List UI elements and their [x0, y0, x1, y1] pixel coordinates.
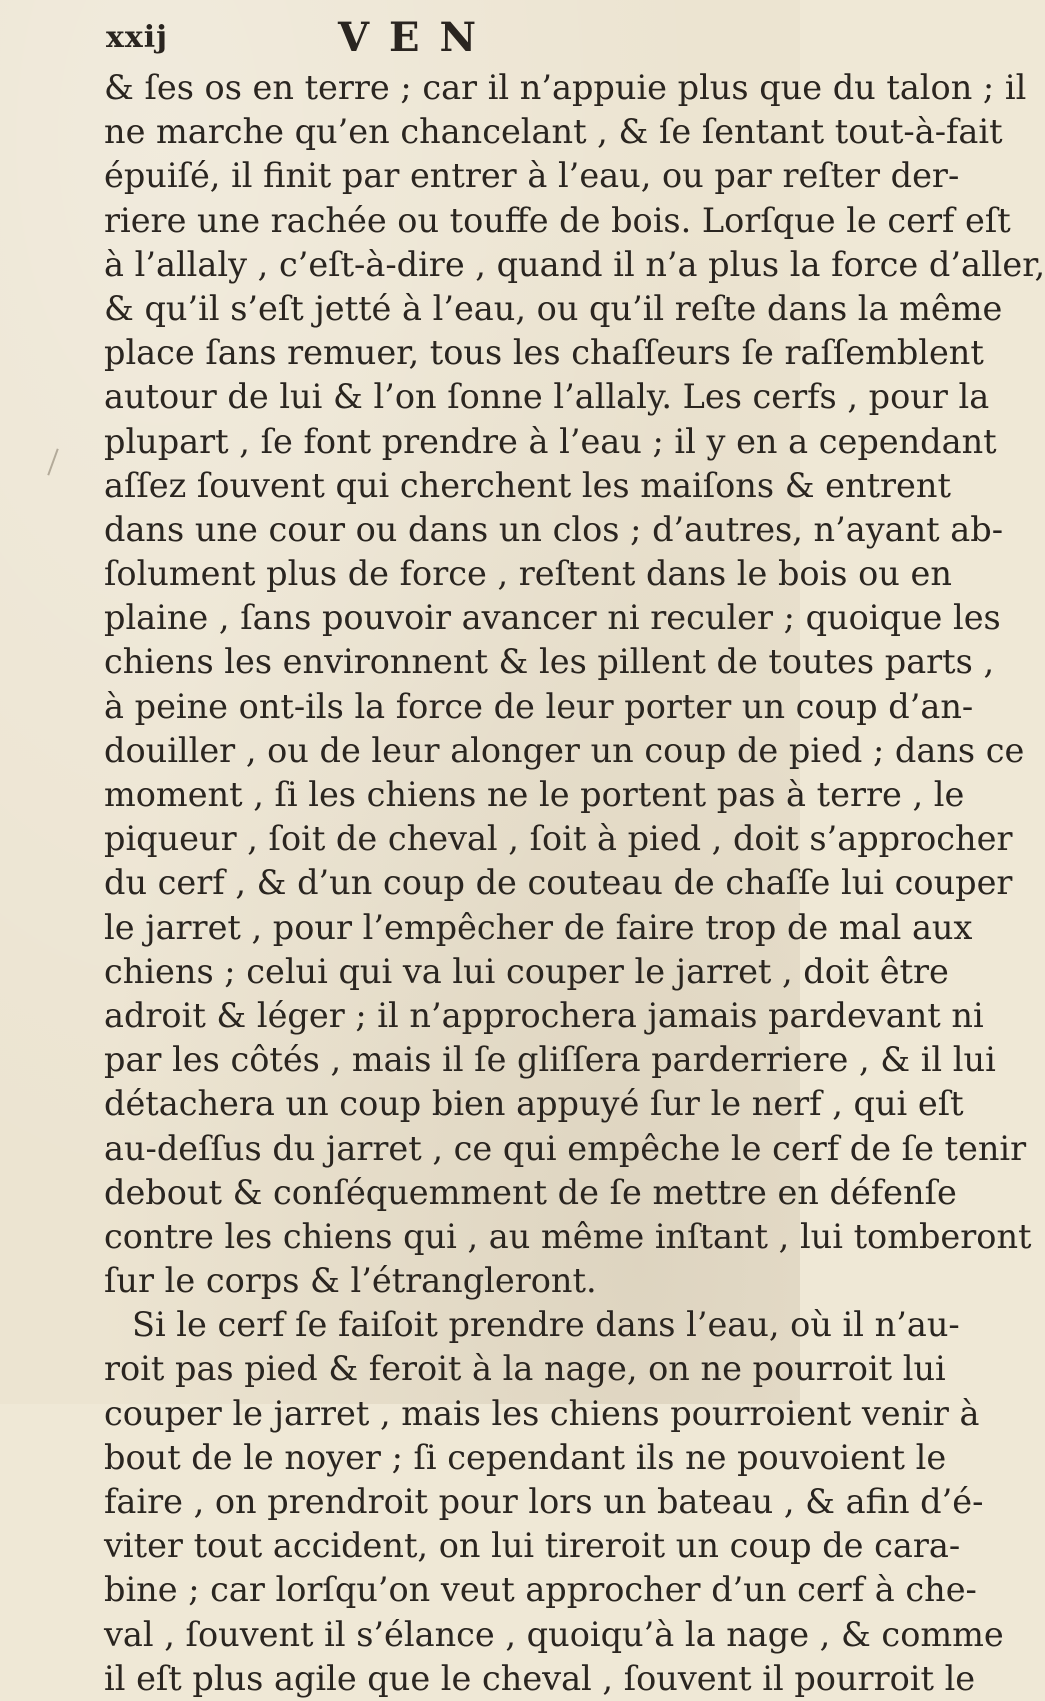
text-line: & qu’il s’eſt jetté à l’eau, ou qu’il reſte dans la même — [104, 288, 1003, 328]
text-line: moment , ſi les chiens ne le portent pas à terre , le — [104, 775, 965, 814]
paragraph-end-line: ſur le corps & l’étrangleront. — [104, 1261, 597, 1301]
text-line: à l’allaly , c’eſt-à-dire , quand il n’a plus la force d’aller, — [104, 244, 1045, 284]
text-line: val , ſouvent il s’élance , quoiqu’à la nage , & comme — [104, 1614, 1004, 1654]
text-line: bout de le noyer ; ſi cependant ils ne pouvoient le — [104, 1437, 947, 1477]
body-text — [104, 66, 1045, 1701]
text-line: épuiſé, il finit par entrer à l’eau, ou par reſter der- — [104, 156, 960, 196]
text-line: à peine ont-ils la force de leur porter un coup d’an- — [104, 686, 974, 726]
text-line: adroit & léger ; il n’approchera jamais pardevant ni — [104, 995, 984, 1035]
page-number: xxij — [106, 20, 169, 55]
text-line: contre les chiens qui , au même inſtant , lui tomberont — [104, 1216, 1032, 1256]
running-head: VEN — [338, 14, 497, 61]
text-line: chiens les environnent & les pillent de toutes parts , — [104, 642, 995, 682]
text-line: piqueur , ſoit de cheval , ſoit à pied , doit s’approcher — [104, 819, 1013, 859]
text-line: & ſes os en terre ; car il n’appuie plus que du talon ; il — [104, 68, 1027, 107]
text-line: autour de lui & l’on ſonne l’allaly. Les cerfs , pour la — [104, 377, 990, 417]
text-line: le jarret , pour l’empêcher de faire trop de mal aux — [104, 907, 973, 947]
text-line: douiller , ou de leur alonger un coup de pied ; dans ce — [104, 730, 1025, 770]
text-line: plupart , ſe font prendre à l’eau ; il y en a cependant — [104, 421, 997, 461]
text-line: aſſez ſouvent qui cherchent les maiſons & entrent — [104, 465, 951, 505]
text-line: au-deſſus du jarret , ce qui empêche le cerf de ſe tenir — [104, 1128, 1027, 1168]
text-line: bine ; car lorſqu’on veut approcher d’un cerf à che- — [104, 1570, 977, 1610]
text-line: par les côtés , mais il ſe gliſſera parderriere , & il lui — [104, 1040, 996, 1080]
text-line: place ſans remuer, tous les chaſſeurs ſe raſſemblent — [104, 333, 984, 373]
text-line: debout & conſéquemment de ſe mettre en défenſe — [104, 1172, 957, 1212]
text-line: riere une rachée ou touffe de bois. Lorſque le cerf eſt — [104, 200, 1011, 240]
page-header — [106, 14, 760, 60]
text-line: du cerf , & d’un coup de couteau de chaſſe lui couper — [104, 863, 1013, 903]
text-line: plaine , ſans pouvoir avancer ni reculer ; quoique les — [104, 598, 1001, 638]
margin-mark — [47, 449, 58, 476]
text-line: chiens ; celui qui va lui couper le jarret , doit être — [104, 951, 949, 991]
text-line: dans une cour ou dans un clos ; d’autres, n’ayant ab- — [104, 509, 1004, 549]
text-line: viter tout accident, on lui tireroit un coup de cara- — [104, 1526, 961, 1566]
text-line: il eſt plus agile que le cheval , ſouvent il pourroit le — [104, 1658, 976, 1698]
paragraph-start-line: Si le cerf ſe faiſoit prendre dans l’eau, où il n’au- — [132, 1305, 960, 1345]
text-line: détachera un coup bien appuyé ſur le nerf , qui eſt — [104, 1084, 964, 1124]
text-line: ne marche qu’en chancelant , & ſe ſentant tout-à-fait — [104, 112, 1003, 152]
text-line: couper le jarret , mais les chiens pourroient venir à — [104, 1393, 980, 1433]
text-line: roit pas pied & feroit à la nage, on ne pourroit lui — [104, 1349, 946, 1389]
text-line: ſolument plus de force , reſtent dans le bois ou en — [104, 554, 952, 594]
text-line: faire , on prendroit pour lors un bateau , & afin d’é- — [104, 1482, 984, 1521]
